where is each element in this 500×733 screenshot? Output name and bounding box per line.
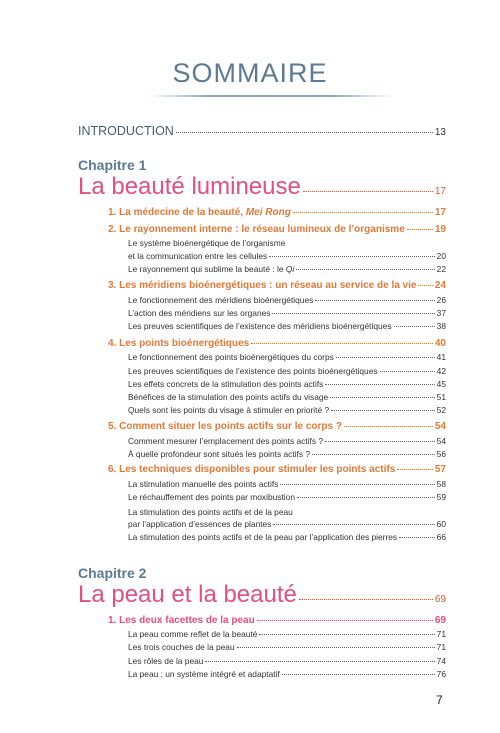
toc-subentry (128, 392, 446, 402)
toc-section (108, 615, 446, 626)
toc-subentry (128, 532, 446, 542)
chapter-title: La peau et la beauté (78, 581, 297, 608)
dot-leader (325, 384, 434, 385)
toc-subentry (128, 436, 446, 446)
toc-page-number: 58 (436, 479, 446, 489)
toc-subentry (128, 449, 446, 459)
dot-leader (418, 285, 432, 286)
dot-leader (407, 229, 433, 230)
toc-label: 2. Le rayonnement interne : le réseau lumineux de l’organisme (108, 224, 405, 235)
toc-page-number: 24 (434, 280, 446, 291)
toc-page-number: 17 (434, 207, 446, 218)
toc-label: Le rayonnement qui sublime la beauté : le Qi (128, 264, 295, 274)
toc-page-number: 45 (436, 379, 446, 389)
toc-page-number: 22 (436, 264, 446, 274)
toc-subentry (128, 642, 446, 652)
toc-subentry (128, 492, 446, 502)
toc-label: La stimulation des points actifs et de la peau par l’application des pierres (128, 532, 398, 542)
toc-subentry (128, 308, 446, 318)
dot-leader (237, 647, 435, 648)
dot-leader (397, 469, 433, 470)
toc-subentry (128, 379, 446, 389)
toc-subentry (128, 629, 446, 639)
dot-leader (312, 454, 435, 455)
dot-leader (257, 620, 433, 621)
dot-leader (299, 599, 433, 600)
toc-label: 5. Comment situer les points actifs sur le corps ? (108, 421, 342, 432)
toc-label: À quelle profondeur sont situés les points actifs ? (128, 449, 311, 459)
toc-label: La peau : un système intégré et adaptatif (128, 669, 280, 679)
toc-page-number: 74 (436, 656, 446, 666)
toc-page-number: 59 (436, 492, 446, 502)
toc-subentry (128, 479, 446, 489)
dot-leader (259, 634, 434, 635)
toc-label: Comment mesurer l’emplacement des points actifs ? (128, 436, 324, 446)
chapter-number: Chapitre 1 (78, 157, 147, 173)
page-title: SOMMAIRE (172, 58, 328, 88)
toc-subentry (128, 519, 446, 529)
toc-label: Le réchauffement des points par moxibustion (128, 492, 295, 502)
toc-page-number: 13 (434, 127, 446, 138)
toc-subentry-line: La stimulation des points actifs et de la peau (128, 507, 293, 517)
toc-label: et la communication entre les cellules (128, 251, 268, 261)
chapter-title: La beauté lumineuse (78, 173, 301, 200)
title-underline (148, 95, 392, 97)
dot-leader (344, 426, 433, 427)
toc-subentry-line: Le système bioénergétique de l’organisme (128, 238, 286, 248)
toc-page-number: 20 (436, 251, 446, 261)
toc-page-number: 54 (434, 421, 446, 432)
toc-page-number: 71 (436, 642, 446, 652)
dot-leader (394, 326, 435, 327)
toc-label: Le fonctionnement des méridiens bioénergétiques (128, 295, 314, 305)
toc-label: Les preuves scientifiques de l’existence des méridiens bioénergétiques (128, 321, 392, 331)
toc-subentry (128, 295, 446, 305)
toc-page-number: 56 (436, 449, 446, 459)
toc-page-number: 17 (434, 186, 446, 197)
toc-section (108, 464, 446, 475)
toc-label: Bénéfices de la stimulation des points actifs du visage (128, 392, 329, 402)
toc-label: 1. Les deux facettes de la peau (108, 615, 255, 626)
dot-leader (303, 191, 433, 192)
toc-page-number: 26 (436, 295, 446, 305)
dot-leader (205, 661, 434, 662)
dot-leader (380, 371, 435, 372)
dot-leader (296, 269, 434, 270)
toc-page-number: 54 (436, 436, 446, 446)
dot-leader (251, 343, 433, 344)
dot-leader (325, 441, 435, 442)
toc-entry-introduction (78, 124, 446, 138)
toc-page-number: 76 (436, 669, 446, 679)
chapter-title-entry (78, 581, 446, 609)
page-folio-number: 7 (436, 693, 443, 707)
toc-section (108, 207, 446, 218)
dot-leader (297, 497, 435, 498)
toc-subentry (128, 669, 446, 679)
dot-leader (336, 357, 435, 358)
chapter-title-entry (78, 173, 446, 201)
toc-label: Les trois couches de la peau (128, 642, 235, 652)
toc-label: Le fonctionnement des points bioénergétiques du corps (128, 352, 334, 362)
toc-label: La stimulation manuelle des points actifs (128, 479, 279, 489)
toc-label: Les preuves scientifiques de l’existence des points bioénergétiques (128, 366, 378, 376)
toc-label: 1. La médecine de la beauté, Mei Rong (108, 207, 291, 218)
toc-page-number: 37 (436, 308, 446, 318)
chapter-number: Chapitre 2 (78, 565, 147, 581)
toc-subentry (128, 656, 446, 666)
toc-subentry (128, 251, 446, 261)
toc-page-number: 60 (436, 519, 446, 529)
toc-page-number: 57 (434, 464, 446, 475)
dot-leader (280, 484, 434, 485)
toc-page-number: 69 (434, 594, 446, 605)
toc-section (108, 224, 446, 235)
dot-leader (293, 212, 433, 213)
dot-leader (399, 537, 435, 538)
dot-leader (315, 300, 434, 301)
toc-label: 6. Les techniques disponibles pour stimuler les points actifs (108, 464, 396, 475)
toc-label: 3. Les méridiens bioénergétiques : un réseau au service de la vie (108, 280, 417, 291)
toc-page-number: 40 (434, 338, 446, 349)
toc-page-number: 42 (436, 366, 446, 376)
toc-subentry (128, 352, 446, 362)
toc-subentry (128, 405, 446, 415)
toc-page-number: 52 (436, 405, 446, 415)
toc-page-number: 38 (436, 321, 446, 331)
toc-label: par l’application d’essences de plantes (128, 519, 272, 529)
dot-leader (282, 674, 435, 675)
toc-page-number: 69 (434, 615, 446, 626)
dot-leader (176, 132, 433, 133)
toc-page-number: 71 (436, 629, 446, 639)
dot-leader (269, 256, 434, 257)
toc-subentry (128, 321, 446, 331)
toc-label: Quels sont les points du visage à stimuler en priorité ? (128, 405, 330, 415)
toc-label: La peau comme reflet de la beauté (128, 629, 258, 639)
toc-label: 4. Les points bioénergétiques (108, 338, 250, 349)
toc-subentry (128, 366, 446, 376)
dot-leader (273, 524, 434, 525)
toc-label: Les effets concrets de la stimulation des points actifs (128, 379, 324, 389)
toc-label: INTRODUCTION (78, 124, 174, 138)
toc-page-number: 19 (434, 224, 446, 235)
toc-section (108, 280, 446, 291)
toc-label: L’action des méridiens sur les organes (128, 308, 271, 318)
dot-leader (272, 313, 434, 314)
toc-subentry (128, 264, 446, 274)
toc-page-number: 66 (436, 532, 446, 542)
dot-leader (331, 410, 435, 411)
toc-page-number: 51 (436, 392, 446, 402)
toc-label: Les rôles de la peau (128, 656, 204, 666)
toc-section (108, 338, 446, 349)
toc-section (108, 421, 446, 432)
toc-page-number: 41 (436, 352, 446, 362)
dot-leader (330, 397, 434, 398)
